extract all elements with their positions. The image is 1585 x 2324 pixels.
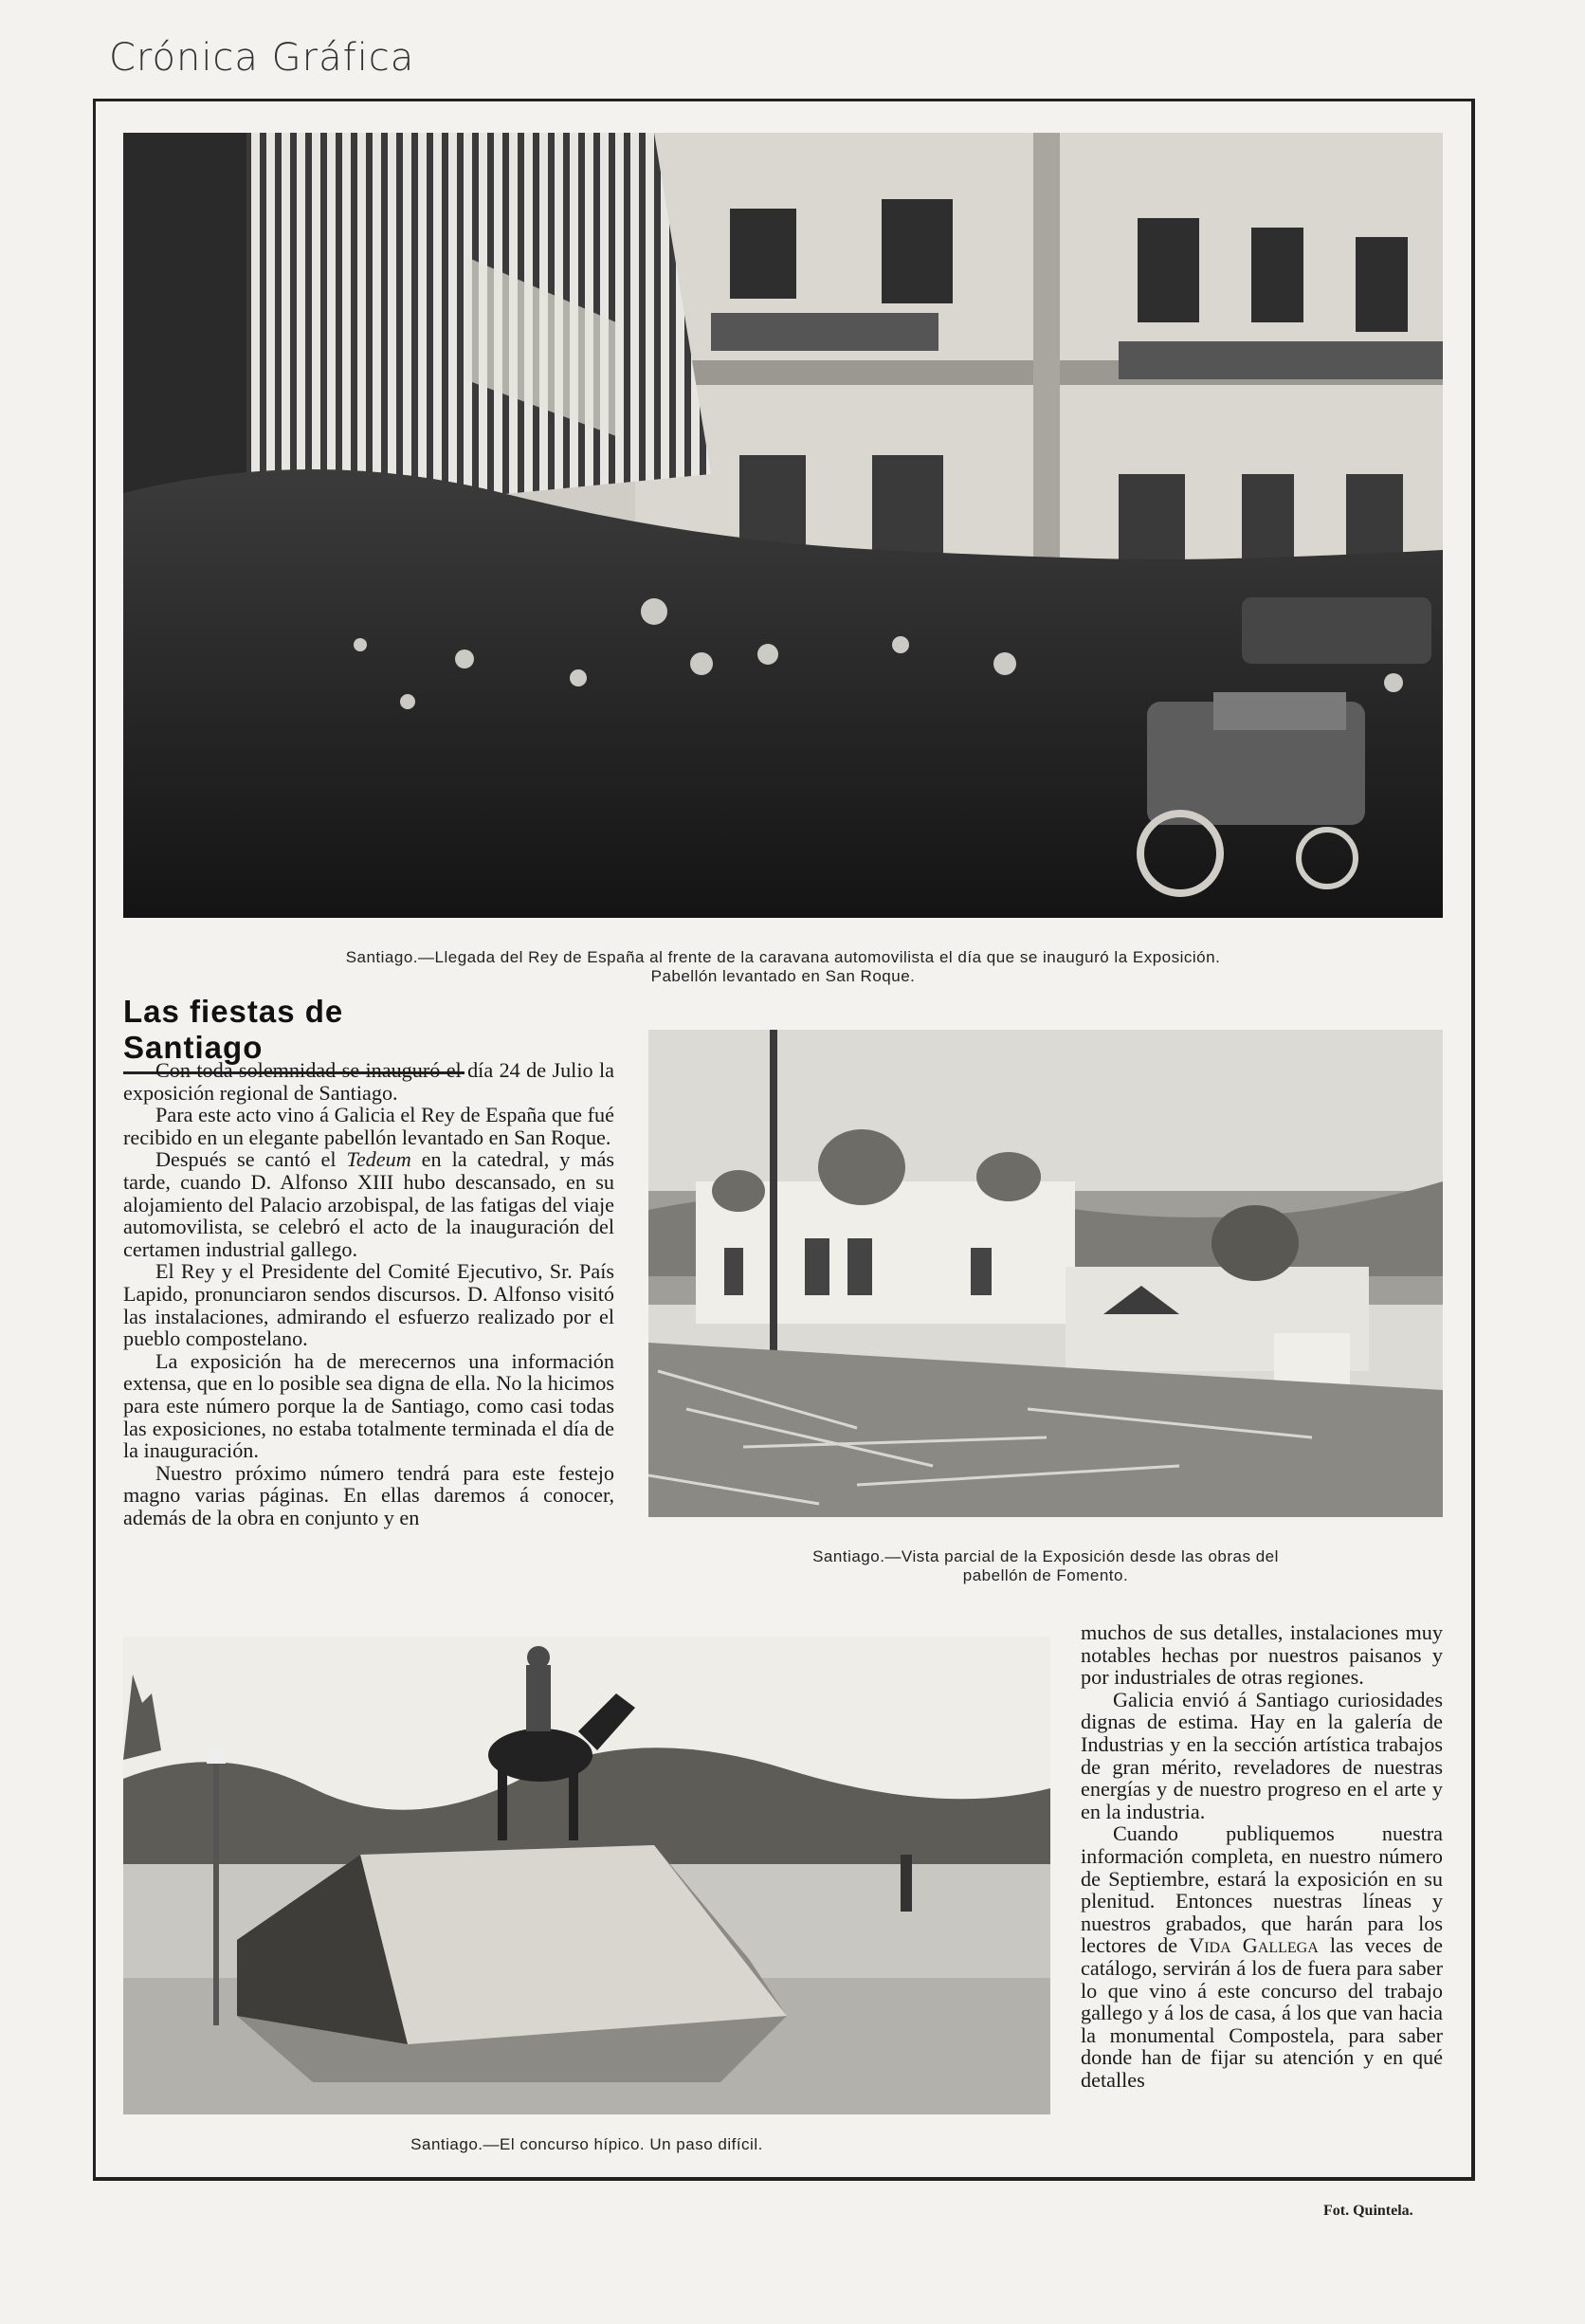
article-left-column [123,1059,614,1528]
article-right-column [1081,1621,1443,2091]
paragraph: La exposición ha de merecernos una información extensa, que en lo posible sea digna de ella. No la hicimos para este número porque la de Santiago, como casi todas las exposiciones, no estaba totalmente terminada el día de la inauguración. [123,1348,614,1463]
paragraph: Con toda solemnidad se inauguró el día 24 de Julio la exposición regional de Santiago. [123,1058,614,1105]
paragraph: Nuestro próximo número tendrá para este festejo magno varias páginas. En ellas daremos á conocer, además de la obra en conjunto y en [123,1460,614,1529]
paragraph: Galicia envió á Santiago curiosidades dignas de estima. Hay en la galería de Industrias y en la sección artística trabajos de gran mérito, reveladores de nuestras energías y de nuestro progreso en el arte y en la industria. [1081,1687,1443,1823]
photo-horse-jump [123,1637,1050,2114]
page-header-title: Crónica Gráfica [109,36,415,80]
photo-exposition-view [648,1030,1443,1517]
paragraph: Cuando publiquemos nuestra información completa, en nuestro número de Septiembre, estará la exposición en su plenitud. Entonces nuestras líneas y nuestros grabados, que harán para los lectores de Vida Gallega las veces de catálogo, servirán á los de fuera para saber lo que vino á este concurso del trabajo gallego y á los de casa, á los que van hacia la monumental Compostela, para saber donde han de fijar su atención y en qué detalles [1081,1821,1443,2092]
photo-credit: Fot. Quintela. [1323,2203,1413,2219]
paragraph: Después se cantó el Tedeum en la catedral, y más tarde, cuando D. Alfonso XIII hubo descansado, en su alojamiento del Palacio arzobispal, de las fatigas del viaje automovilista, se celebró el acto de la inauguración del certamen industrial gallego. [123,1147,615,1261]
caption-bottom: Santiago.—El concurso hípico. Un paso difícil. [410,2135,763,2153]
caption-top: Santiago.—Llegada del Rey de España al frente de la caravana automovilista el día que se inauguró la Exposición. Pabellón levantado en San Roque. [345,948,1221,985]
paragraph: Para este acto vino á Galicia el Rey de España que fué recibido en un elegante pabellón levantado en San Roque. [123,1103,614,1149]
article-title: Las fiestas de Santiago [123,994,465,1074]
caption-middle: Santiago.—Vista parcial de la Exposición desde las obras del pabellón de Fomento. [812,1547,1279,1584]
paragraph: muchos de sus detalles, instalaciones muy notables hechas por nuestros paisanos y por industriales de otras regiones. [1081,1620,1443,1690]
paragraph: El Rey y el Presidente del Comité Ejecutivo, Sr. País Lapido, pronunciaron sendos discursos. D. Alfonso visitó las instalaciones, admirando el esfuerzo realizado por el pueblo compostelano. [123,1259,614,1351]
photo-royal-arrival [123,133,1443,918]
